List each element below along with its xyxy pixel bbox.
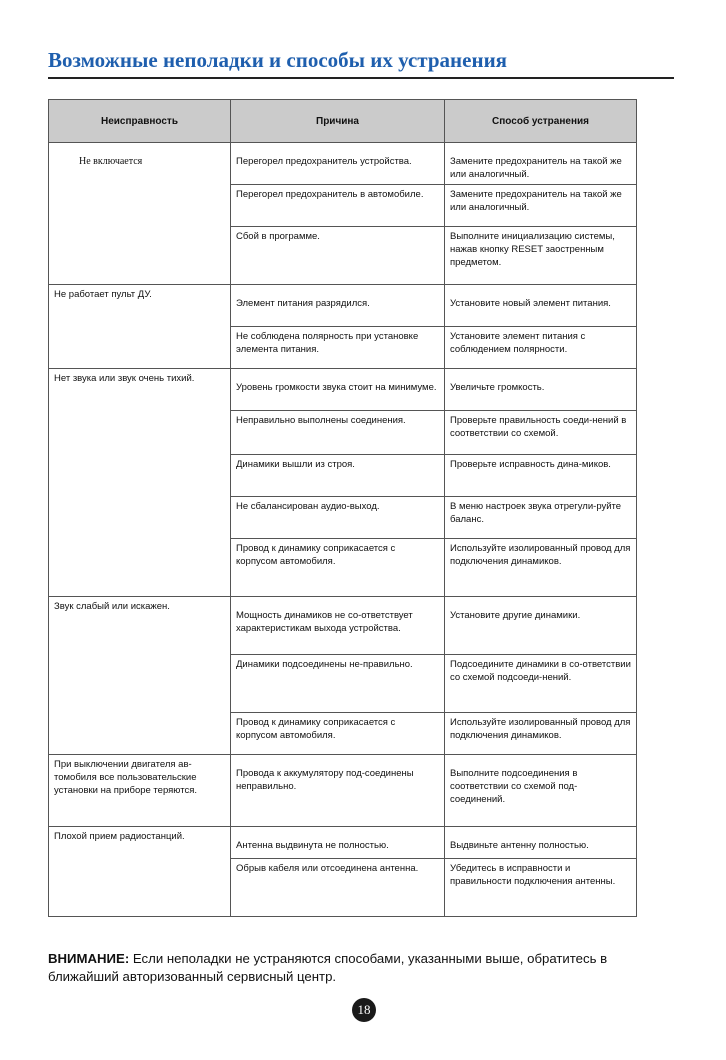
cause-cell: Провод к динамику соприкасается с корпусом автомобиля. [231, 713, 445, 755]
problem-cell: Не включается [49, 143, 231, 285]
remedy-cell: Установите новый элемент питания. [445, 285, 637, 327]
cause-cell: Динамики вышли из строя. [231, 455, 445, 497]
problem-cell: При выключении двигателя ав-томобиля все пользовательские установки на приборе теряются. [49, 755, 231, 827]
table-header-row [49, 100, 637, 143]
cause-cell: Динамики подсоединены не-правильно. [231, 655, 445, 713]
problem-cell: Плохой прием радиостанций. [49, 827, 231, 917]
cause-cell: Провода к аккумулятору под-соединены неправильно. [231, 755, 445, 827]
remedy-cell: Проверьте исправность дина-миков. [445, 455, 637, 497]
table-row [49, 597, 637, 655]
remedy-cell: Увеличьте громкость. [445, 369, 637, 411]
table-body [49, 143, 637, 917]
remedy-cell: Используйте изолированный провод для подключения динамиков. [445, 539, 637, 597]
remedy-cell: Установите элемент питания с соблюдением полярности. [445, 327, 637, 369]
cause-cell: Обрыв кабеля или отсоединена антенна. [231, 859, 445, 917]
cause-cell: Перегорел предохранитель в автомобиле. [231, 185, 445, 227]
remedy-cell: Проверьте правильность соеди-нений в соответствии со схемой. [445, 411, 637, 455]
remedy-cell: Используйте изолированный провод для подключения динамиков. [445, 713, 637, 755]
problem-cell: Нет звука или звук очень тихий. [49, 369, 231, 597]
warning-note [48, 950, 678, 986]
cause-cell: Неправильно выполнены соединения. [231, 411, 445, 455]
remedy-cell: Выполните инициализацию системы, нажав кнопку RESET заостренным предметом. [445, 227, 637, 285]
table-row [49, 285, 637, 327]
cause-cell: Не сбалансирован аудио-выход. [231, 497, 445, 539]
cause-cell: Провод к динамику соприкасается с корпусом автомобиля. [231, 539, 445, 597]
page-number-badge: 18 [352, 998, 376, 1022]
remedy-cell: Выполните подсоединения в соответствии со схемой под-соединений. [445, 755, 637, 827]
remedy-cell: Замените предохранитель на такой же или аналогичный. [445, 143, 637, 185]
warning-lead: ВНИМАНИЕ: [48, 951, 130, 966]
table-row [49, 827, 637, 859]
remedy-cell: Замените предохранитель на такой же или аналогичный. [445, 185, 637, 227]
cause-cell: Сбой в программе. [231, 227, 445, 285]
page-title: Возможные неполадки и способы их устранения [48, 48, 508, 72]
table-row [49, 369, 637, 411]
cause-cell: Не соблюдена полярность при установке элемента питания. [231, 327, 445, 369]
cause-cell: Элемент питания разрядился. [231, 285, 445, 327]
remedy-cell: Подсоедините динамики в со-ответствии со схемой подсоеди-нений. [445, 655, 637, 713]
table-row [49, 755, 637, 827]
header-cause: Причина [231, 100, 445, 143]
remedy-cell: Убедитесь в исправности и правильности подключения антенны. [445, 859, 637, 917]
header-remedy: Способ устранения [445, 100, 637, 143]
warning-text: Если неполадки не устраняются способами, указанными выше, обратитесь в ближайший авторизованный сервисный центр. [48, 951, 608, 984]
problem-cell: Не работает пульт ДУ. [49, 285, 231, 369]
remedy-cell: Выдвиньте антенну полностью. [445, 827, 637, 859]
remedy-cell: Установите другие динамики. [445, 597, 637, 655]
title-divider [48, 77, 674, 79]
troubleshooting-table [48, 99, 637, 917]
header-problem: Неисправность [49, 100, 231, 143]
problem-cell: Звук слабый или искажен. [49, 597, 231, 755]
remedy-cell: В меню настроек звука отрегули-руйте баланс. [445, 497, 637, 539]
cause-cell: Уровень громкости звука стоит на минимуме. [231, 369, 445, 411]
cause-cell: Перегорел предохранитель устройства. [231, 143, 445, 185]
table-row [49, 143, 637, 185]
cause-cell: Антенна выдвинута не полностью. [231, 827, 445, 859]
cause-cell: Мощность динамиков не со-ответствует характеристикам выхода устройства. [231, 597, 445, 655]
